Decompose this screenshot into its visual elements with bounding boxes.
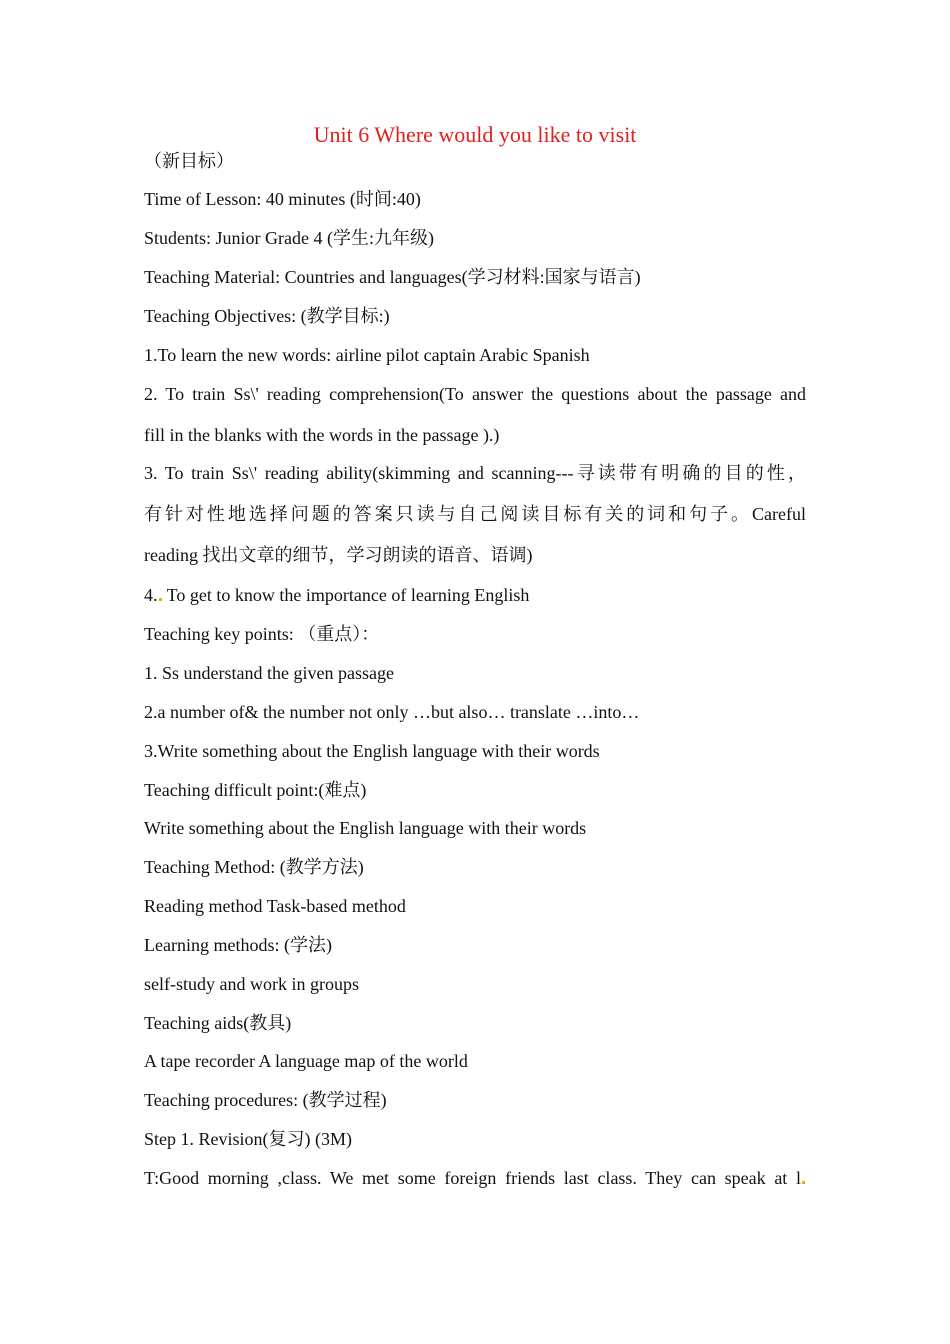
objective-3-line-1: 3. To train Ss\' reading ability(skimming and scanning---寻读带有明确的目的性， (144, 463, 806, 483)
key-point-1: 1. Ss understand the given passage (144, 663, 394, 683)
learning-methods-heading: Learning methods: (学法) (144, 935, 332, 955)
objective-3-line-2: 有针对性地选择问题的答案只读与自己阅读目标有关的词和句子。Careful (144, 504, 806, 524)
teaching-method-1 (144, 895, 406, 917)
teaching-method-heading: Teaching Method: (教学方法) (144, 857, 364, 877)
learning-method-1-part-b: dy and work in groups (197, 974, 359, 994)
dialogue-line-1 (144, 1167, 806, 1189)
objective-1: 1.To learn the new words: airline pilot captain Arabic Spanish (144, 345, 590, 365)
learning-method-1 (144, 973, 359, 995)
objective-4-text: To get to know the importance of learning English (162, 585, 530, 605)
objectives-heading: Teaching Objectives: (教学目标:) (144, 306, 390, 326)
time-of-lesson: Time of Lesson: 40 minutes (时间:40) (144, 189, 421, 209)
teaching-material: Teaching Material: Countries and languages(学习材料:国家与语言) (144, 267, 641, 287)
step-1-heading: Step 1. Revision(复习) (3M) (144, 1129, 352, 1149)
marker-dot (159, 598, 162, 601)
key-point-3: 3.Write something about the English language with their words (144, 741, 600, 761)
key-points-heading: Teaching key points: （重点）： (144, 624, 380, 644)
document-title: Unit 6 Where would you like to visit (313, 122, 637, 147)
teaching-aids-1: A tape recorder A language map of the world (144, 1051, 468, 1071)
objective-2-line-2: fill in the blanks with the words in the passage ).) (144, 425, 500, 445)
teaching-method-1-part-b: sed method (323, 896, 406, 916)
key-point-2: 2.a number of& the number not only …but also… translate …into… (144, 702, 640, 722)
learning-method-1-part-a: self-stu (144, 974, 197, 994)
subtitle: （新目标） (144, 151, 234, 171)
objective-3-line-3: reading 找出文章的细节，学习朗读的语音、语调) (144, 545, 533, 565)
teaching-aids-heading: Teaching aids(教具) (144, 1013, 292, 1033)
marker-dot (802, 1181, 805, 1184)
dialogue-line-1-text: T:Good morning ,class. We met some foreign friends last class. They can speak at l (144, 1168, 801, 1188)
objective-2-line-1: 2. To train Ss\' reading comprehension(To answer the questions about the passage and (144, 384, 806, 404)
procedures-heading: Teaching procedures: (教学过程) (144, 1090, 387, 1110)
objective-4 (144, 584, 529, 606)
teaching-method-1-part-a: Reading method Task-ba (144, 896, 324, 916)
objective-4-number: 4. (144, 585, 158, 605)
students-line: Students: Junior Grade 4 (学生:九年级) (144, 228, 434, 248)
difficult-point-heading: Teaching difficult point:(难点) (144, 780, 367, 800)
difficult-point-1: Write something about the English language with their words (144, 818, 587, 838)
